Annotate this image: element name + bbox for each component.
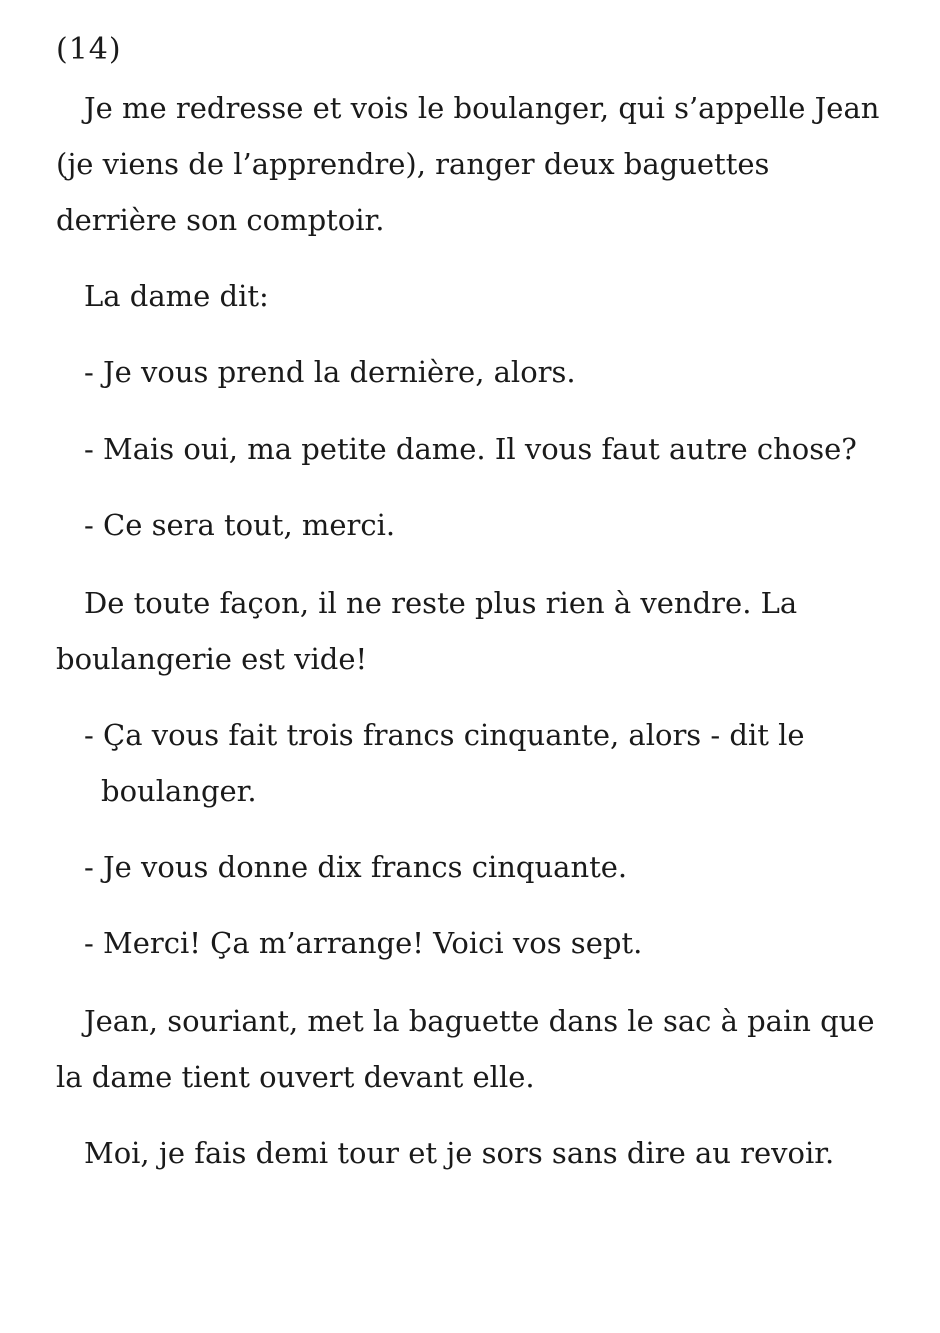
page-number: (14) — [56, 32, 122, 67]
paragraph-narration: Je me redresse et vois le boulanger, qui s’appelle Jean (je viens de l’apprendre), ranger deux baguettes derrière son comptoir. — [56, 91, 880, 237]
paragraph-dialogue: - Je vous prend la dernière, alors. — [84, 355, 576, 389]
paragraph-dialogue: - Je vous donne dix francs cinquante. — [84, 850, 628, 884]
paragraph-dialogue: - Ce sera tout, merci. — [84, 508, 396, 542]
paragraph-dialogue: - Merci! Ça m’arrange! Voici vos sept. — [84, 926, 643, 960]
paragraph-dialogue: - Mais oui, ma petite dame. Il vous faut autre chose? — [84, 432, 857, 466]
paragraph-narration: La dame dit: — [84, 279, 269, 313]
paragraph-narration: De toute façon, il ne reste plus rien à vendre. La boulangerie est vide! — [56, 586, 798, 676]
paragraph-narration: Moi, je fais demi tour et je sors sans dire au revoir. — [84, 1136, 835, 1170]
paragraph-narration: Jean, souriant, met la baguette dans le sac à pain que la dame tient ouvert devant elle. — [56, 1004, 875, 1094]
paragraph-dialogue: - Ça vous fait trois francs cinquante, alors - dit le boulanger. — [84, 718, 805, 808]
